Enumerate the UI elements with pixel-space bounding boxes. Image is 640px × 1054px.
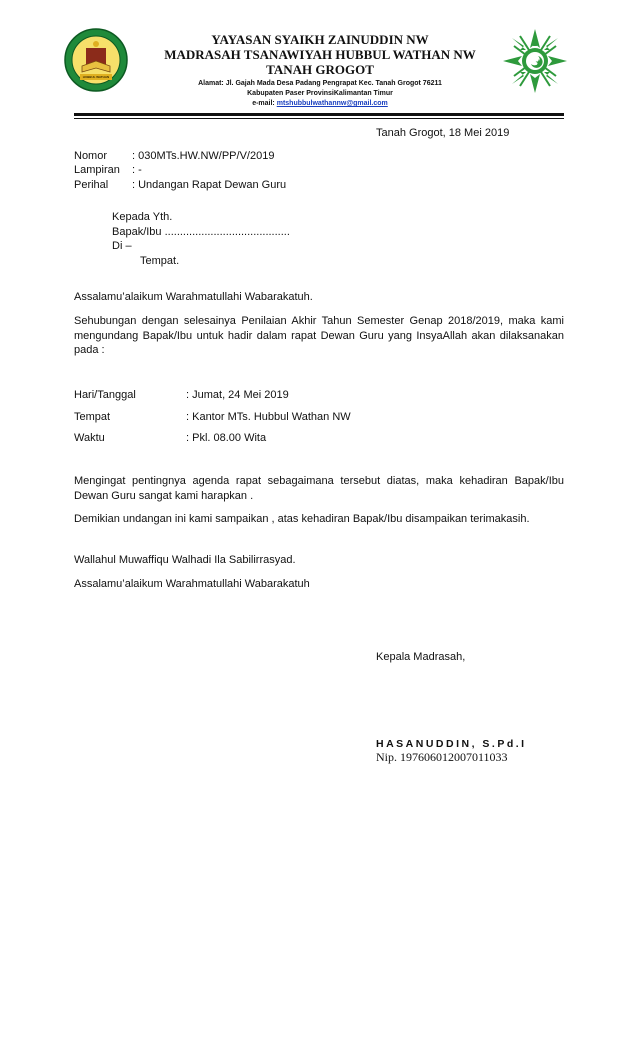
signature-title: Kepala Madrasah, [376, 651, 466, 663]
recipient-kepada: Kepada Yth. [112, 211, 173, 223]
nomor-label: Nomor [74, 150, 108, 162]
schedule-time-value: : Pkl. 08.00 Wita [186, 432, 267, 444]
letterhead-city: TANAH GROGOT [266, 62, 374, 77]
body-intro: Sehubungan dengan selesainya Penilaian Akhir Tahun Semester Genap 2018/2019, maka kami mengundang Bapak/Ibu untuk hadir dalam rapat Dewan Guru yang InsyaAllah akan dilaksanakan pada : [74, 315, 564, 356]
letterhead-foundation: YAYASAN SYAIKH ZAINUDDIN NW [211, 32, 429, 47]
letterhead-email-line [150, 99, 490, 108]
letterhead-rule-thin [74, 118, 564, 119]
letterhead-rule-thick [74, 113, 564, 116]
body-closing-1: Mengingat pentingnya agenda rapat sebagaimana tersebut diatas, maka kehadiran Bapak/Ibu Dewan Guru sangat kami harapkan . [74, 475, 564, 502]
signature-name: HASANUDDIN, S.Pd.I [376, 738, 527, 750]
lampiran-label: Lampiran [74, 164, 120, 176]
schedule-place-label: Tempat [74, 411, 111, 423]
recipient-tempat: Tempat. [140, 255, 180, 267]
body-closing-2: Demikian undangan ini kami sampaikan , atas kehadiran Bapak/Ibu disampaikan terimakasih. [74, 513, 530, 525]
wallahul-line: Wallahul Muwaffiqu Walhadi Ila Sabilirrasyad. [74, 554, 296, 566]
nomor-value: : 030MTs.HW.NW/PP/V/2019 [132, 150, 275, 162]
greeting-close: Assalamu’alaikum Warahmatullahi Wabarakatuh [74, 578, 310, 590]
email-link[interactable]: mtshubbulwathannw@gmail.com [276, 100, 388, 107]
logo-banner-text: HUBBUL WATHAN [82, 75, 110, 79]
lampiran-value: : - [132, 164, 142, 176]
greeting-open: Assalamu’alaikum Warahmatullahi Wabarakatuh. [74, 291, 313, 303]
email-label: e-mail: [252, 100, 277, 107]
schedule-time-label: Waktu [74, 432, 105, 444]
nw-star-logo-right [502, 28, 568, 94]
letter-date: Tanah Grogot, 18 Mei 2019 [376, 127, 510, 139]
schedule-day-label: Hari/Tanggal [74, 389, 136, 401]
recipient-bapak-ibu: Bapak/Ibu ......................................... [112, 226, 290, 238]
perihal-value: : Undangan Rapat Dewan Guru [132, 179, 287, 191]
letterhead-region: Kabupaten Paser ProvinsiKalimantan Timur [247, 90, 393, 97]
schedule-place-value: : Kantor MTs. Hubbul Wathan NW [186, 411, 351, 423]
school-logo-left [64, 28, 128, 92]
letterhead-address: Alamat: Jl. Gajah Mada Desa Padang Pengrapat Kec. Tanah Grogot 76211 [198, 80, 442, 87]
letterhead-school-name: MADRASAH TSANAWIYAH HUBBUL WATHAN NW [164, 47, 476, 62]
recipient-di: Di – [112, 240, 132, 252]
signature-nip: Nip. 197606012007011033 [376, 750, 508, 764]
perihal-label: Perihal [74, 179, 109, 191]
schedule-day-value: : Jumat, 24 Mei 2019 [186, 389, 289, 401]
